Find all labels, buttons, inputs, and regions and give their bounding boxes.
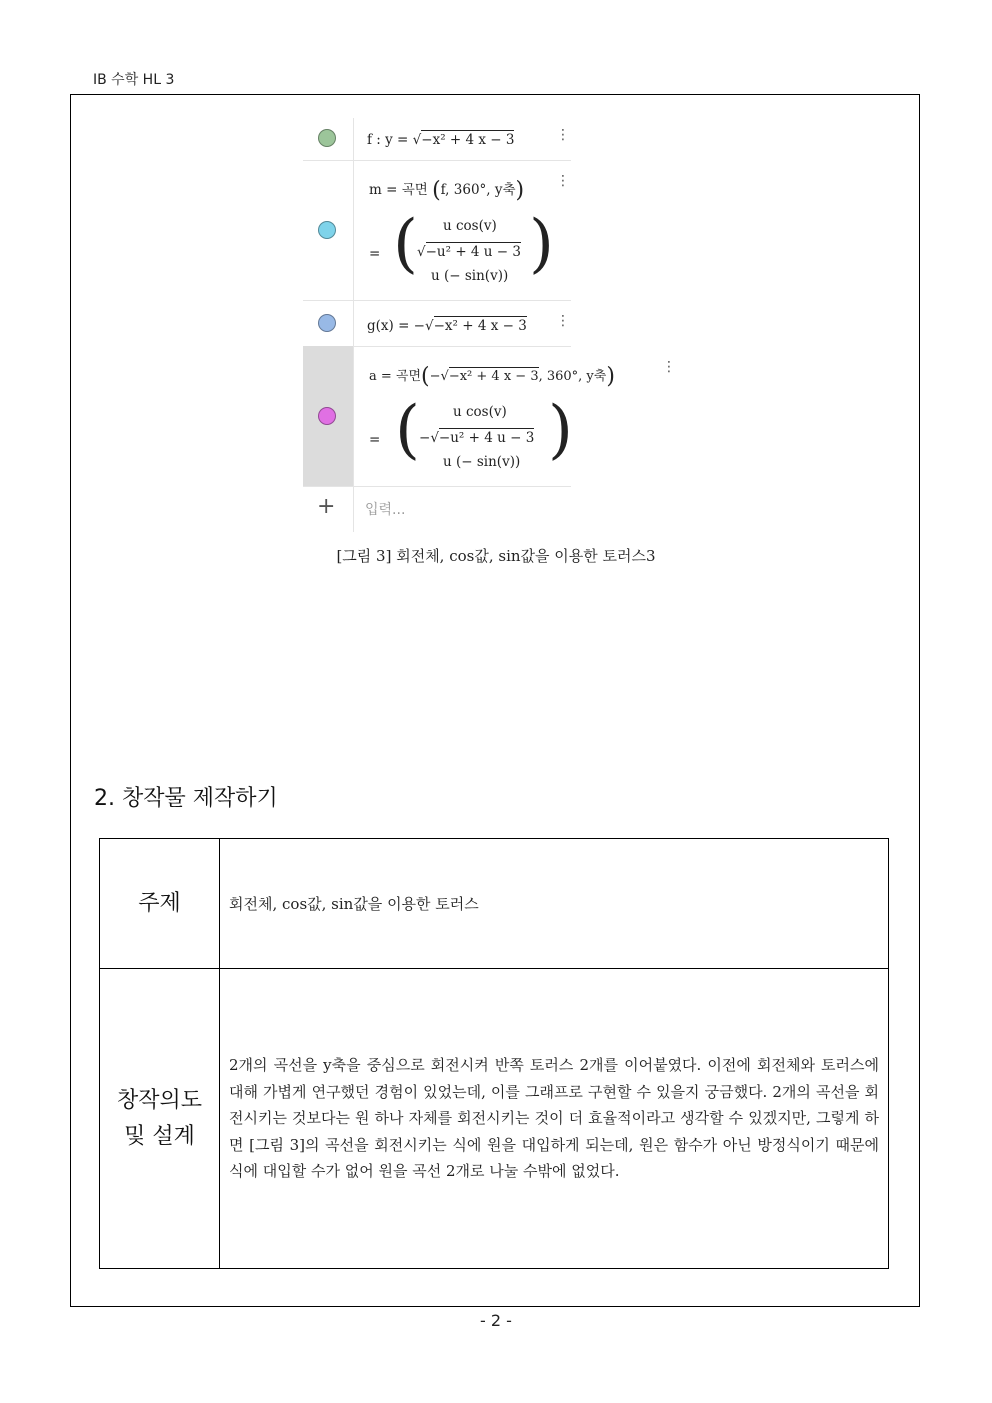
- algebra-panel: [303, 118, 676, 532]
- vector-component-3: u (− sin(v)): [431, 268, 509, 284]
- definition-m: m = 곡면 (f, 360°, y축): [369, 178, 525, 203]
- info-table: [99, 838, 889, 1269]
- visibility-dot-icon[interactable]: [318, 314, 336, 332]
- more-options-icon[interactable]: ⋮: [556, 173, 570, 189]
- equals-sign: =: [369, 432, 381, 448]
- more-options-icon[interactable]: ⋮: [662, 359, 676, 375]
- algebra-row-a[interactable]: a = 곡면(−√−x² + 4 x − 3, 360°, y축) ⋮ = ( u cos(v) −√−u² + 4 u − 3 u (− sin(v)) ): [303, 346, 571, 487]
- vector-component-2: −√−u² + 4 u − 3: [419, 430, 535, 446]
- vector-component-3: u (− sin(v)): [443, 454, 521, 470]
- vector-component-2: √−u² + 4 u − 3: [417, 244, 521, 260]
- plus-icon[interactable]: +: [317, 494, 336, 519]
- vector-component-1: u cos(v): [443, 218, 497, 234]
- visibility-dot-icon[interactable]: [318, 221, 336, 239]
- row-marker: [303, 160, 354, 300]
- table-head-topic: 주제: [100, 839, 220, 969]
- algebra-input-row[interactable]: [303, 486, 571, 532]
- algebra-row-g[interactable]: [303, 300, 571, 347]
- head-line-1: 창작의도: [116, 1088, 202, 1114]
- table-cell-topic: 회전체, cos값, sin값을 이용한 토러스: [220, 839, 889, 969]
- row-marker: [303, 300, 354, 346]
- section-title: 2. 창작물 제작하기: [94, 786, 278, 811]
- table-row: [100, 969, 889, 1269]
- figure-caption: [그림 3] 회전체, cos값, sin값을 이용한 토러스3: [336, 547, 656, 565]
- design-description: 2개의 곡선을 y축을 중심으로 회전시켜 반쪽 토러스 2개를 이어붙였다. 이전에 회전체와 토러스에 대해 가볍게 연구했던 경험이 있었는데, 이를 그래프로 구현할 수 있을지 궁금했다. 2개의 곡선을 회전시키는 것보다는 원 하나 자체를 회전시키는 것이 더 효율적이라고 생각할 수 있겠지만, 그렇게 하면 [그림 3]의 곡선을 회전시키는 식에 원을 대입하게 되는데, 원은 함수가 아닌 방정식이기 때문에 식에 대입할 수가 없어 원을 곡선 2개로 나눌 수밖에 없었다.: [229, 1056, 879, 1181]
- visibility-dot-icon[interactable]: [318, 129, 336, 147]
- expression-g: g(x) = −√−x² + 4 x − 3: [367, 318, 527, 334]
- head-line-2: 및 설계: [124, 1123, 195, 1149]
- more-options-icon[interactable]: ⋮: [556, 313, 570, 329]
- table-head-design: [100, 969, 220, 1269]
- table-row: [100, 839, 889, 969]
- equals-sign: =: [369, 246, 381, 262]
- algebra-input[interactable]: 입력...: [365, 502, 406, 518]
- more-options-icon[interactable]: ⋮: [556, 127, 570, 143]
- page-number: - 2 -: [480, 1311, 512, 1330]
- algebra-row-m[interactable]: m = 곡면 (f, 360°, y축) ⋮ = ( u cos(v) √−u² + 4 u − 3 u (− sin(v)) ): [303, 160, 571, 301]
- row-marker: [303, 486, 354, 532]
- table-cell-design: [220, 969, 889, 1269]
- row-marker: [303, 118, 354, 160]
- definition-a: a = 곡면(−√−x² + 4 x − 3, 360°, y축): [369, 364, 615, 389]
- row-marker-selected: [303, 346, 354, 486]
- visibility-dot-icon[interactable]: [318, 407, 336, 425]
- expression-f: f : y = √−x² + 4 x − 3: [367, 132, 515, 148]
- algebra-row-f[interactable]: [303, 118, 571, 161]
- document-header: IB 수학 HL 3: [93, 72, 175, 88]
- vector-component-1: u cos(v): [453, 404, 507, 420]
